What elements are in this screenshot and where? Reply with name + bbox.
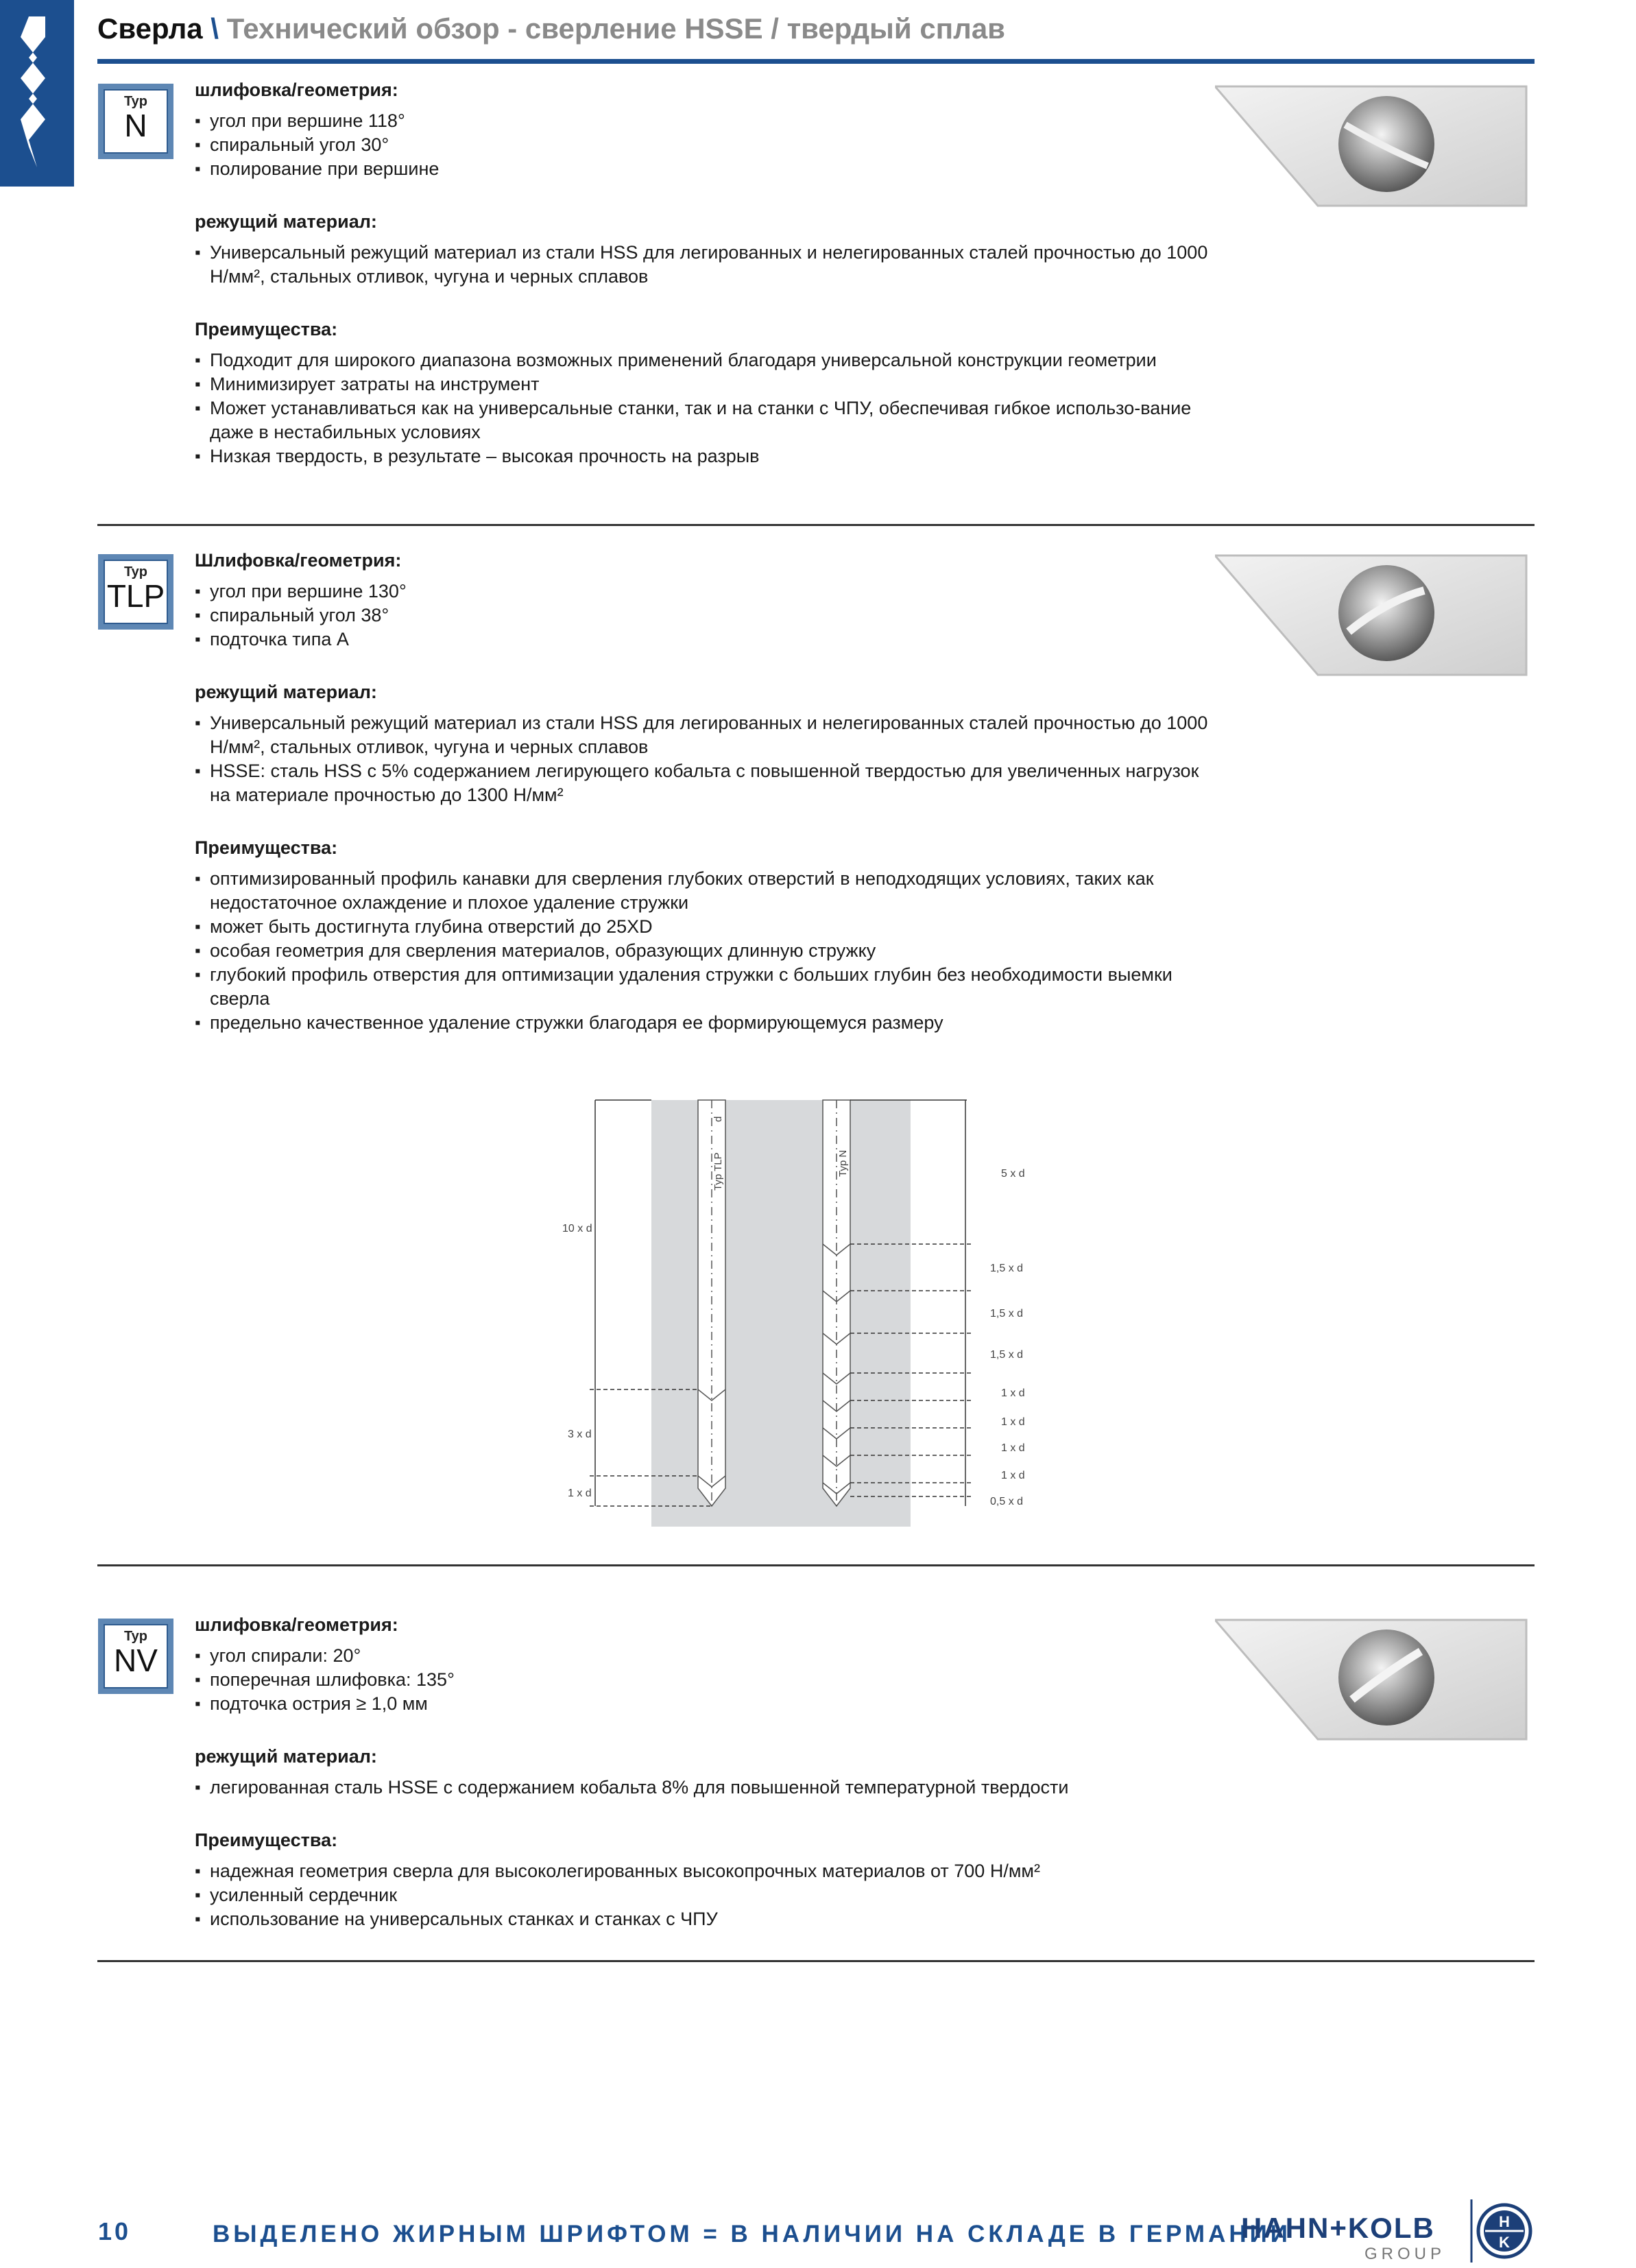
- benefits-list: [195, 348, 1210, 468]
- depth-diagram: [542, 1095, 1035, 1533]
- right-dim: 1 x d: [1001, 1470, 1025, 1481]
- list-item: ▪ подточка типа А: [195, 628, 1210, 652]
- list-item: ▪ легированная сталь HSSE с содержанием кобальта 8% для повышенной температурной твердости: [195, 1776, 1210, 1800]
- header-category: Сверла: [97, 12, 203, 45]
- section-divider: [97, 1564, 1535, 1566]
- right-dim: 1 x d: [1001, 1387, 1025, 1399]
- geometry-title: шлифовка/геометрия:: [195, 80, 398, 100]
- section-typ-n: [195, 78, 1210, 497]
- hk-emblem-icon: [1470, 2199, 1533, 2263]
- material-list: [195, 1776, 1210, 1800]
- list-item: ▪ подточка острия ≥ 1,0 мм: [195, 1692, 1210, 1716]
- right-dim: 1,5 x d: [990, 1308, 1024, 1320]
- right-dim: 5 x d: [1001, 1168, 1025, 1180]
- drill-icon: [15, 16, 59, 167]
- type-label: Typ: [123, 94, 148, 109]
- benefits-list: [195, 867, 1210, 1035]
- type-badge-nv: [98, 1619, 173, 1694]
- material-list: [195, 241, 1210, 289]
- geometry-list: [195, 580, 1210, 652]
- header-rule: [97, 59, 1535, 64]
- type-code: NV: [114, 1643, 158, 1678]
- type-badge-tlp: [98, 554, 173, 630]
- section-typ-tlp: [195, 549, 1210, 1064]
- drill-tip-image-nv: [1215, 1617, 1529, 1742]
- left-dim-1xd: 1 x d: [568, 1488, 592, 1499]
- type-code: N: [124, 108, 147, 143]
- type-code: TLP: [106, 578, 165, 614]
- list-item: ▪ глубокий профиль отверстия для оптимизации удаления стружки с больших глубин без необходимости выемки сверла: [195, 963, 1210, 1011]
- list-item: ▪ надежная геометрия сверла для высоколегированных высокопрочных материалов от 700 Н/мм²: [195, 1859, 1210, 1883]
- header-separator: \: [210, 12, 219, 45]
- left-dim-3xd: 3 x d: [568, 1429, 592, 1440]
- right-dim: 1 x d: [1001, 1442, 1025, 1454]
- list-item: ▪ угол при вершине 130°: [195, 580, 1210, 604]
- workpiece-block: [651, 1100, 911, 1527]
- material-title: режущий материал:: [195, 1746, 377, 1767]
- list-item: ▪ полирование при вершине: [195, 157, 1210, 181]
- logo-group: GROUP: [1364, 2245, 1446, 2263]
- section-typ-nv: [195, 1613, 1210, 1960]
- logo-name: HAHN+KOLB: [1241, 2212, 1435, 2244]
- type-label: Typ: [123, 564, 148, 580]
- geometry-title: Шлифовка/геометрия:: [195, 550, 402, 571]
- section-divider: [97, 1960, 1535, 1962]
- list-item: ▪ оптимизированный профиль канавки для сверления глубоких отверстий в неподходящих условиях, таких как недостаточное охлаждение и плохое удаление стружки: [195, 867, 1210, 915]
- list-item: ▪ использование на универсальных станках и станках с ЧПУ: [195, 1907, 1210, 1931]
- chapter-tab: [0, 0, 74, 187]
- left-dim-10xd: 10 x d: [562, 1223, 592, 1234]
- label-typ-n: Typ N: [837, 1149, 849, 1177]
- material-title: режущий материал:: [195, 682, 377, 702]
- list-item: ▪ особая геометрия для сверления материалов, образующих длинную стружку: [195, 939, 1210, 963]
- list-item: ▪ Низкая твердость, в результате – высокая прочность на разрыв: [195, 444, 1210, 468]
- label-typ-tlp: Typ TLP: [712, 1152, 724, 1191]
- list-item: ▪ спиральный угол 38°: [195, 604, 1210, 628]
- list-item: ▪ угол спирали: 20°: [195, 1644, 1210, 1668]
- list-item: ▪ Универсальный режущий материал из стали HSS для легированных и нелегированных сталей прочностью до 1000 Н/мм², стальных отливок, чугуна и черных сплавов: [195, 711, 1210, 759]
- page-number: 10: [98, 2217, 132, 2245]
- list-item: ▪ поперечная шлифовка: 135°: [195, 1668, 1210, 1692]
- right-dim: 1,5 x d: [990, 1263, 1024, 1274]
- geometry-list: [195, 109, 1210, 181]
- list-item: ▪ может быть достигнута глубина отверстий до 25XD: [195, 915, 1210, 939]
- material-list: [195, 711, 1210, 807]
- drill-tip-image-tlp: [1215, 553, 1529, 678]
- svg-text:H: H: [1499, 2213, 1510, 2230]
- list-item: ▪ Подходит для широкого диапазона возможных применений благодаря универсальной конструкции геометрии: [195, 348, 1210, 372]
- list-item: ▪ HSSE: сталь HSS с 5% содержанием легирующего кобальта с повышенной твердостью для увеличенных нагрузок на материале прочностью до 1300 Н/мм²: [195, 759, 1210, 807]
- benefits-title: Преимущества:: [195, 1830, 338, 1850]
- geometry-title: шлифовка/геометрия:: [195, 1614, 398, 1635]
- right-dim: 1 x d: [1001, 1416, 1025, 1428]
- right-dim: 0,5 x d: [990, 1496, 1024, 1507]
- geometry-list: [195, 1644, 1210, 1716]
- list-item: ▪ спиральный угол 30°: [195, 133, 1210, 157]
- benefits-title: Преимущества:: [195, 837, 338, 858]
- header-subtitle: Технический обзор - сверление HSSE / твердый сплав: [226, 12, 1005, 45]
- label-d: d: [712, 1116, 724, 1122]
- svg-text:K: K: [1499, 2234, 1510, 2251]
- benefits-list: [195, 1859, 1210, 1931]
- section-divider: [97, 524, 1535, 526]
- right-dim: 1,5 x d: [990, 1349, 1024, 1361]
- company-logo: [1241, 2198, 1536, 2267]
- benefits-title: Преимущества:: [195, 319, 338, 339]
- page-header: [97, 12, 1005, 45]
- list-item: ▪ усиленный сердечник: [195, 1883, 1210, 1907]
- list-item: ▪ предельно качественное удаление стружки благодаря ее формирующемуся размеру: [195, 1011, 1210, 1035]
- footer-note: ВЫДЕЛЕНО ЖИРНЫМ ШРИФТОМ = В НАЛИЧИИ НА СКЛАДЕ В ГЕРМАНИИ: [213, 2221, 1291, 2247]
- drill-tip-image-n: [1215, 84, 1529, 208]
- list-item: ▪ угол при вершине 118°: [195, 109, 1210, 133]
- list-item: ▪ Минимизирует затраты на инструмент: [195, 372, 1210, 396]
- list-item: ▪ Может устанавливаться как на универсальные станки, так и на станки с ЧПУ, обеспечивая гибкое использо-вание даже в нестабильных условиях: [195, 396, 1210, 444]
- type-label: Typ: [123, 1629, 148, 1644]
- list-item: ▪ Универсальный режущий материал из стали HSS для легированных и нелегированных сталей прочностью до 1000 Н/мм², стальных отливок, чугуна и черных сплавов: [195, 241, 1210, 289]
- type-badge-n: [98, 84, 173, 159]
- material-title: режущий материал:: [195, 211, 377, 232]
